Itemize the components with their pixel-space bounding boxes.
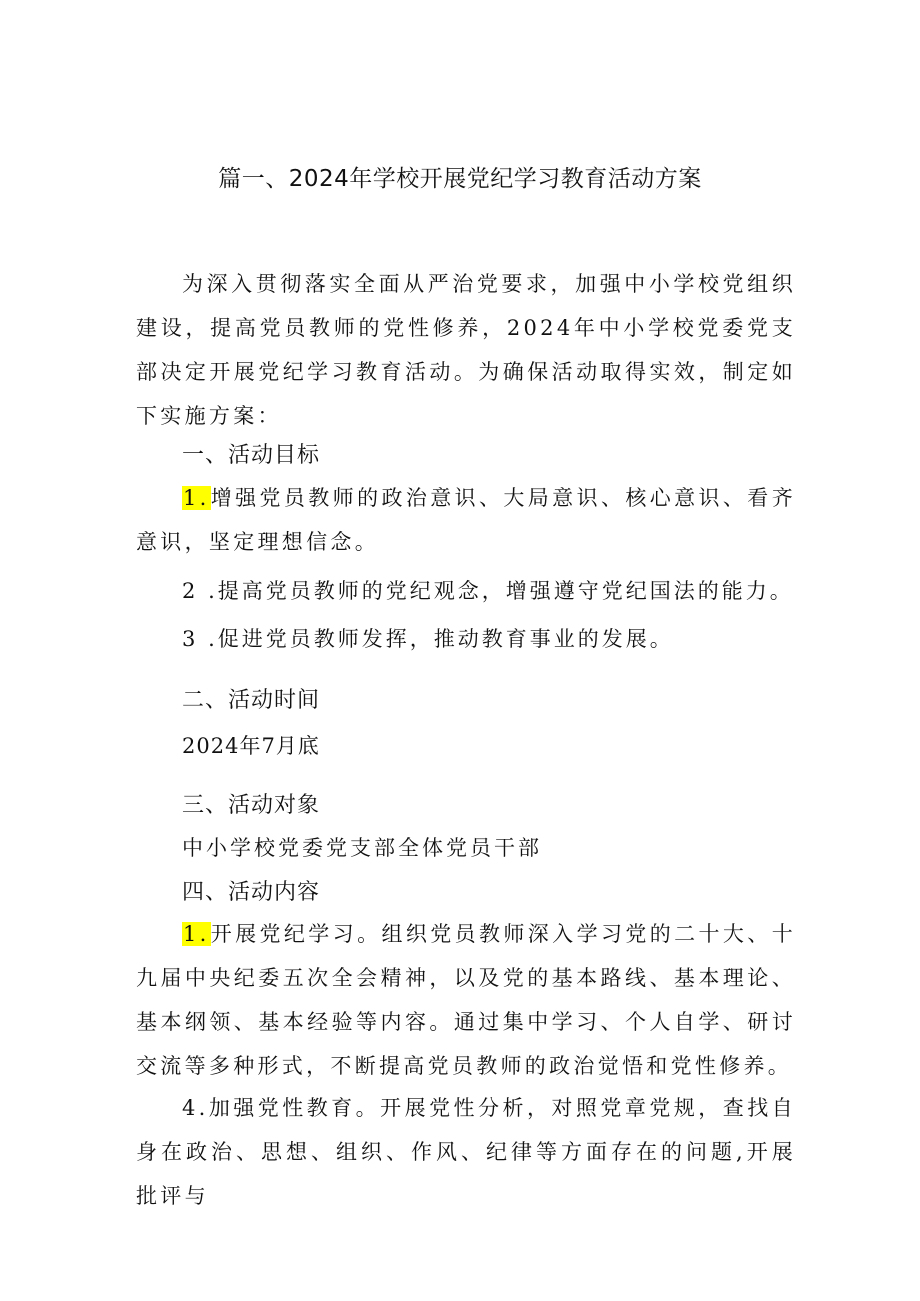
goal-item-3-text: .促进党员教师发挥，推动教育事业的发展。	[208, 627, 674, 651]
document-title: 篇一、2024年学校开展党纪学习教育活动方案	[218, 166, 702, 192]
goal-item-2-number: 2	[182, 579, 199, 603]
activity-time: 2024年7月底	[182, 734, 320, 758]
content-item-4-text: .加强党性教育。开展党性分析，对照党章党规，查找自身在政治、思想、组织、作风、纪律等方面存在的问题,开展批评与	[136, 1096, 796, 1208]
content-item-4-number: 4	[182, 1096, 199, 1120]
section-heading-content: 四、活动内容	[182, 880, 321, 905]
intro-paragraph: 为深入贯彻落实全面从严治党要求，加强中小学校党组织建设，提高党员教师的党性修养，2024年中小学校党委党支部决定开展党纪学习教育活动。为确保活动取得实效，制定如下实施方案：	[136, 272, 796, 428]
goal-item-2	[182, 575, 794, 605]
goal-item-3-number: 3	[182, 627, 199, 651]
section-heading-target: 三、活动对象	[182, 793, 321, 818]
goal-item-1-text: 增强党员教师的政治意识、大局意识、核心意识、看齐意识，坚定理想信念。	[136, 486, 796, 554]
goal-item-3	[182, 623, 674, 653]
content-item-4	[136, 1086, 796, 1218]
content-item-1	[136, 912, 796, 1088]
highlighted-number: 1.	[183, 922, 210, 946]
content-item-1-text: 开展党纪学习。组织党员教师深入学习党的二十大、十九届中央纪委五次全会精神，以及党的基本路线、基本理论、基本纲领、基本经验等内容。通过集中学习、个人自学、研讨交流等多种形式，不断提高党员教师的政治觉悟和党性修养。	[136, 922, 796, 1078]
goal-item-2-text: .提高党员教师的党纪观念，增强遵守党纪国法的能力。	[208, 579, 794, 603]
highlighted-number: 1.	[183, 486, 210, 510]
goal-item-1	[136, 476, 796, 564]
section-heading-goal: 一、活动目标	[182, 443, 321, 468]
section-heading-time: 二、活动时间	[182, 688, 321, 713]
activity-target: 中小学校党委党支部全体党员干部	[182, 836, 542, 860]
